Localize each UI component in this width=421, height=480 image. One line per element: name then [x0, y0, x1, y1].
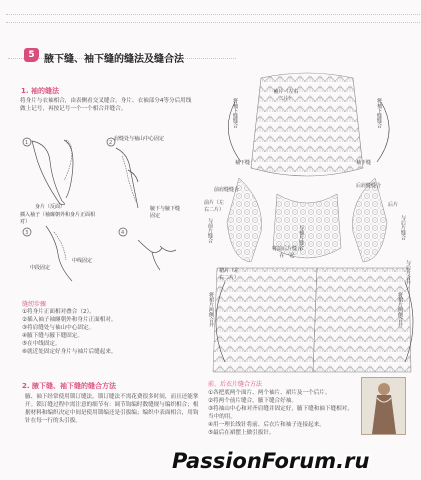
label-join-left: 与前片缝合: [207, 218, 213, 243]
front-right-chart: [352, 178, 387, 262]
top-dotted-rule-2: [6, 22, 420, 23]
label-underarm-fix: 腋下与腋下缝固定: [150, 206, 181, 219]
label-side-right: 将裙片两侧合并: [397, 292, 403, 327]
step-item: ②插入袖子袖窿朝外和身片正面相对。: [22, 317, 117, 323]
sleeve-chart: [251, 73, 363, 176]
label-mid-fix-a: 中段固定: [30, 265, 51, 271]
model-photo: [361, 377, 406, 435]
label-mid-fix-b: 中线固定: [72, 258, 93, 264]
svg-text:3: 3: [25, 230, 29, 236]
label-insert-sleeve: 插入袖子（袖窿朝外和身片正面相对）: [20, 212, 96, 225]
label-seam-left: 将袖下缝缝合: [232, 98, 238, 128]
label-front-piece: 前片（左右二片）: [203, 200, 224, 213]
skirt-left-chart: [213, 268, 317, 372]
label-shoulder-marker: 肩缝处与袖山中心固定: [114, 136, 165, 142]
note-item: ④用一理长线针将前、后衣片和袖子连接起来。: [208, 422, 325, 428]
svg-text:1: 1: [25, 140, 29, 146]
label-bottom-piece: 裙片（左右二片）: [218, 268, 239, 281]
note-item: ③将袖山中心和对齐肩缝并固定好，腋下缝和袖下缝相对，当中的用。: [208, 406, 353, 420]
section-title: 腋下缝、袖下缝的缝法及缝合法: [44, 54, 184, 65]
label-sleeve-top: 袖片（左右二片）: [273, 89, 299, 102]
underarm-joint: [138, 240, 162, 270]
notes-title: 前、后衣片缝合方法: [208, 381, 263, 388]
svg-text:4: 4: [121, 230, 125, 236]
svg-text:2: 2: [109, 140, 113, 146]
label-side-joined: 与后片合并: [405, 260, 411, 285]
note-item: ①各把底两个面片、两个袖片、裙片及一个后片。: [208, 390, 331, 396]
part1-title: 1. 袖的缝法: [21, 87, 59, 95]
notes-list: [208, 389, 358, 437]
watermark: PassionForum.ru: [172, 449, 370, 473]
note-item: ②将两个前片缝合，腋下缝合好袖。: [208, 398, 297, 404]
label-seam-right: 将袖下缝缝合: [376, 98, 382, 128]
note-item: ⑤最后在裙摆上做引拔针。: [208, 430, 275, 436]
body-piece-shape: [32, 141, 65, 205]
steps-list: [22, 308, 117, 356]
label-join-right: 与后片缝合: [400, 215, 406, 240]
step-item: ④腋下缝与腋下缝固定。: [22, 333, 83, 339]
steps-title: 缝纫步骤: [22, 301, 47, 308]
label-back-shoulder: 后肩缝缝合: [356, 183, 382, 189]
label-underarm-right: 袖下缝: [356, 160, 372, 166]
step-item: ③将肩缝处与袖山中心固定。: [22, 325, 95, 331]
part1-paragraph: 将身片与衣袖相合，由表侧看交叉缝合，身片、衣袖部分4等分后用线做上记号，再按记号一个一个相合并缝合。: [20, 98, 192, 112]
label-join-center: 与袖片缝合: [298, 225, 304, 250]
crochet-assembly-chart: [195, 72, 421, 380]
part2-paragraph: 腋、袖下经常使用锁订缝法。锁订缝法不需花费很多时间，而且还能掌开。锁订缝过程中需注意的细节有：调节钩编时数缝规与编织相合；根据材料和编织决定中间是使用锁编还是引拔编；编织中表面相合，用钩针在每一行的头引拔。: [25, 394, 199, 424]
model-figure: [362, 378, 405, 434]
section-number-badge: 5: [24, 48, 39, 62]
part2-title: 2. 腋下缝、袖下缝的缝合方法: [22, 382, 116, 390]
label-body-center: 将前后片缝合在一起: [271, 246, 302, 259]
step-item: ⑥就近处固定好身片与袖片后缝起来。: [22, 349, 117, 355]
label-body-side: 身片（反面）: [35, 204, 66, 210]
step-item: ①将身片正面相对叠合（2）。: [22, 309, 95, 315]
sleeve-curve: [46, 226, 72, 281]
label-back-piece: 后片: [388, 202, 399, 208]
seam-line: [116, 148, 138, 208]
top-dotted-rule: [6, 14, 420, 15]
label-front-shoulder: 前肩缝缝合: [214, 187, 240, 193]
step-item: ⑤在中线固定。: [22, 341, 61, 347]
label-underarm-left: 袖下缝: [235, 160, 251, 166]
label-side-left: 将裙片两侧合并: [208, 292, 214, 327]
